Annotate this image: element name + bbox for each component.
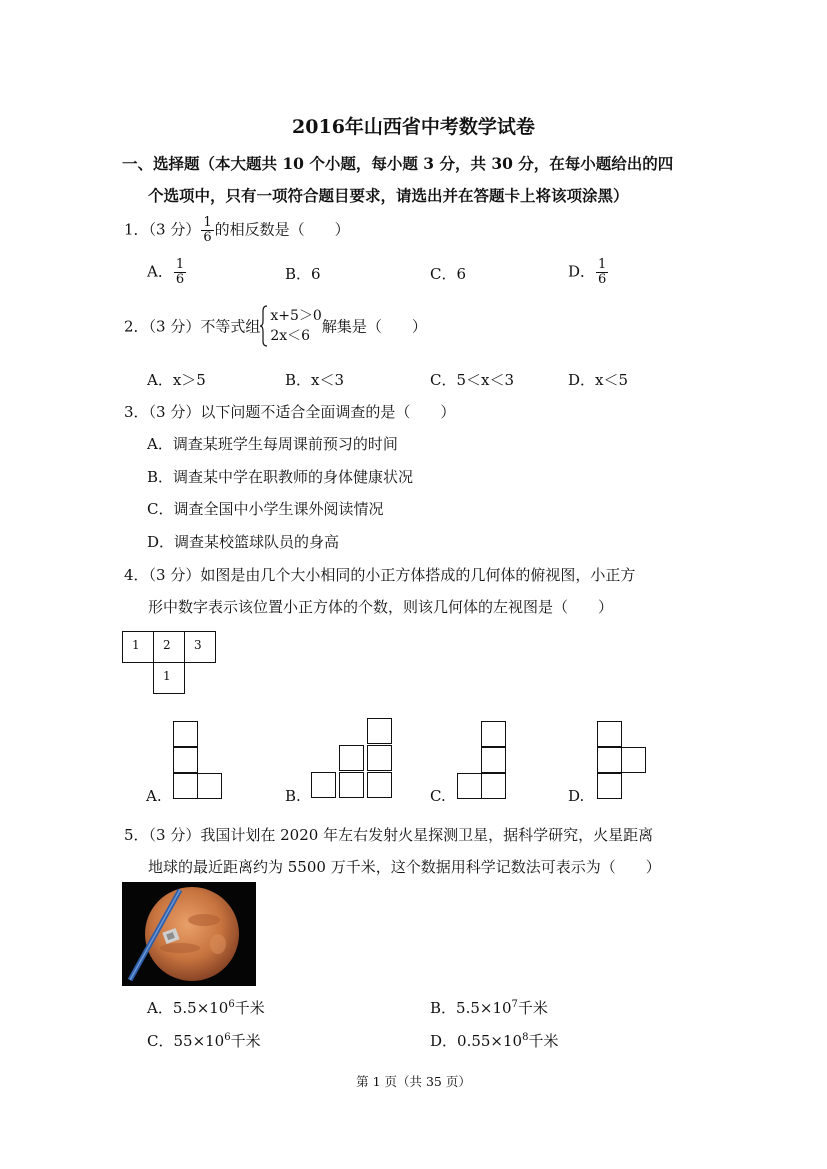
q1-option-a[interactable]: A． $\frac{1}{6}$ <box>147 257 185 287</box>
q4-option-d-label[interactable]: D. <box>568 787 585 805</box>
q5-option-b[interactable]: B．$5.5\times 10^7$千米 <box>430 999 548 1017</box>
fraction: $\frac{1}{6}$ <box>203 215 212 245</box>
question-2: 2．（3 分）不等式组 x+5＞0 2x＜6 解集是（ ） <box>124 305 427 347</box>
question-5-line2: 地球的最近距离约为 5500 万千米，这个数据用科学记数法可表示为（ ） <box>148 858 661 876</box>
page-footer: 第 1 页（共 35 页） <box>356 1074 471 1089</box>
question-1 <box>124 216 350 245</box>
q2-option-a[interactable]: A．x＞5 <box>147 371 206 389</box>
question-text: 的相反数是（ ） <box>214 220 350 239</box>
mars-probe-image <box>122 882 256 986</box>
section-heading-line2: 个选项中，只有一项符合题目要求，请选出并在答题卡上将该项涂黑） <box>148 186 629 205</box>
q4-option-c-label[interactable]: C. <box>430 787 446 805</box>
q1-option-d[interactable]: D． $\frac{1}{6}$ <box>568 257 607 287</box>
q2-option-b[interactable]: B．x＜3 <box>285 371 345 389</box>
q3-option-d[interactable]: D．调查某校篮球队员的身高 <box>147 533 340 551</box>
question-4-line1: 4．（3 分）如图是由几个大小相同的小正方体搭成的几何体的俯视图，小正方 <box>124 566 636 584</box>
q5-option-c[interactable]: C．$55\times 10^6$千米 <box>147 1032 261 1050</box>
q4-option-b-label[interactable]: B. <box>285 787 301 805</box>
q5-option-a[interactable]: A．$5.5\times 10^6$千米 <box>147 999 265 1017</box>
q3-option-c[interactable]: C．调查全国中小学生课外阅读情况 <box>147 500 384 518</box>
q1-option-c[interactable]: C．6 <box>430 265 467 283</box>
q2-option-d[interactable]: D．x＜5 <box>568 371 629 389</box>
inequality-system: x+5＞0 2x＜6 <box>260 305 321 347</box>
page-title: 2016年山西省中考数学试卷 <box>292 116 535 138</box>
question-5-line1: 5．（3 分）我国计划在 2020 年左右发射火星探测卫星，据科学研究，火星距离 <box>124 826 654 844</box>
brace-icon <box>260 305 268 347</box>
question-score: （3 分） <box>148 220 201 239</box>
q2-option-c[interactable]: C．5＜x＜3 <box>430 371 515 389</box>
grid-cell: 2 <box>153 631 185 663</box>
question-3: 3．（3 分）以下问题不适合全面调查的是（ ） <box>124 403 456 421</box>
q3-option-b[interactable]: B．调查某中学在职教师的身体健康状况 <box>147 468 414 486</box>
q5-option-d[interactable]: D．$0.55\times 10^8$千米 <box>430 1032 559 1050</box>
q4-option-a-label[interactable]: A. <box>146 787 162 805</box>
section-heading-line1: 一、选择题（本大题共 10 个小题，每小题 3 分，共 30 分，在每小题给出的四 <box>122 154 674 173</box>
q3-option-a[interactable]: A．调查某班学生每周课前预习的时间 <box>147 435 398 453</box>
question-number: 1． <box>124 220 149 239</box>
q1-option-b[interactable]: B．6 <box>285 265 321 283</box>
question-4-line2: 形中数字表示该位置小正方体的个数，则该几何体的左视图是（ ） <box>148 598 614 616</box>
grid-cell: 3 <box>184 631 216 663</box>
grid-cell: 1 <box>153 662 185 694</box>
grid-cell: 1 <box>122 631 154 663</box>
